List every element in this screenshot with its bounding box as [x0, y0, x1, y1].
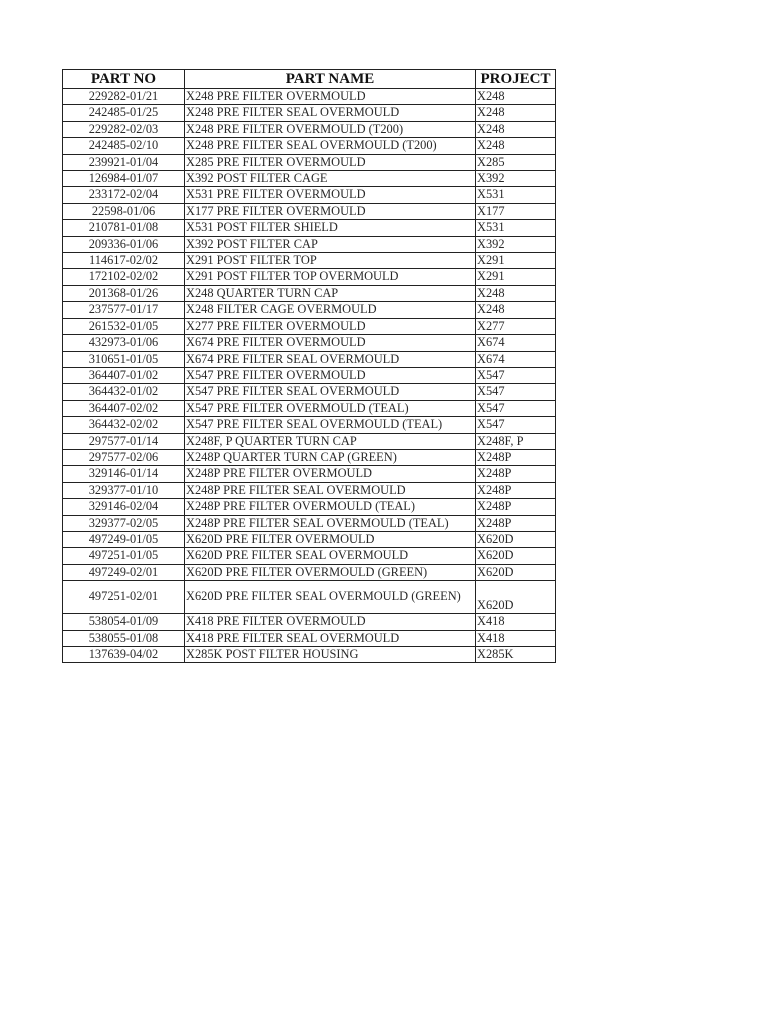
- part-name-cell: X620D PRE FILTER OVERMOULD: [185, 531, 476, 547]
- part-name-cell: X547 PRE FILTER SEAL OVERMOULD: [185, 384, 476, 400]
- table-row: [63, 367, 556, 383]
- project-cell: X392: [476, 236, 556, 252]
- part-no-cell: 497249-01/05: [63, 531, 185, 547]
- part-no-cell: 229282-02/03: [63, 121, 185, 137]
- part-no-cell: 297577-01/14: [63, 433, 185, 449]
- table-row: [63, 531, 556, 547]
- part-no-cell: 364407-02/02: [63, 400, 185, 416]
- table-row: [63, 121, 556, 137]
- parts-table: [62, 69, 556, 663]
- part-no-cell: 114617-02/02: [63, 253, 185, 269]
- table-header: [63, 70, 556, 89]
- project-cell: X248: [476, 89, 556, 105]
- project-cell: X291: [476, 269, 556, 285]
- part-name-cell: X620D PRE FILTER SEAL OVERMOULD (GREEN): [185, 581, 476, 614]
- part-name-cell: X531 POST FILTER SHIELD: [185, 220, 476, 236]
- project-cell: X547: [476, 384, 556, 400]
- column-header-part-name: PART NAME: [185, 70, 476, 89]
- column-header-part-no: PART NO: [63, 70, 185, 89]
- table-row: [63, 351, 556, 367]
- part-name-cell: X392 POST FILTER CAGE: [185, 171, 476, 187]
- part-no-cell: 201368-01/26: [63, 285, 185, 301]
- table-row: [63, 433, 556, 449]
- part-no-cell: 497251-02/01: [63, 581, 185, 614]
- table-row: [63, 154, 556, 170]
- part-no-cell: 172102-02/02: [63, 269, 185, 285]
- part-no-cell: 432973-01/06: [63, 335, 185, 351]
- table-row: [63, 171, 556, 187]
- table-row: [63, 466, 556, 482]
- part-no-cell: 538055-01/08: [63, 630, 185, 646]
- part-no-cell: 239921-01/04: [63, 154, 185, 170]
- table-row: [63, 384, 556, 400]
- table-row: [63, 630, 556, 646]
- part-name-cell: X291 POST FILTER TOP OVERMOULD: [185, 269, 476, 285]
- project-cell: X248P: [476, 466, 556, 482]
- project-cell: X177: [476, 203, 556, 219]
- part-no-cell: 229282-01/21: [63, 89, 185, 105]
- project-cell: X547: [476, 400, 556, 416]
- part-name-cell: X248 PRE FILTER SEAL OVERMOULD (T200): [185, 138, 476, 154]
- part-name-cell: X674 PRE FILTER SEAL OVERMOULD: [185, 351, 476, 367]
- table-row: [63, 400, 556, 416]
- part-no-cell: 209336-01/06: [63, 236, 185, 252]
- project-cell: X248P: [476, 515, 556, 531]
- table-row: [63, 417, 556, 433]
- part-name-cell: X620D PRE FILTER SEAL OVERMOULD: [185, 548, 476, 564]
- project-cell: X248F, P: [476, 433, 556, 449]
- part-name-cell: X620D PRE FILTER OVERMOULD (GREEN): [185, 564, 476, 580]
- table-body: [63, 89, 556, 663]
- project-cell: X620D: [476, 548, 556, 564]
- part-no-cell: 210781-01/08: [63, 220, 185, 236]
- part-no-cell: 137639-04/02: [63, 647, 185, 663]
- part-name-cell: X277 PRE FILTER OVERMOULD: [185, 318, 476, 334]
- table-row: [63, 220, 556, 236]
- part-no-cell: 329377-01/10: [63, 482, 185, 498]
- part-name-cell: X248 PRE FILTER OVERMOULD (T200): [185, 121, 476, 137]
- table-row: [63, 581, 556, 614]
- project-cell: X248: [476, 138, 556, 154]
- project-cell: X620D: [476, 581, 556, 614]
- project-cell: X547: [476, 367, 556, 383]
- part-no-cell: 329146-02/04: [63, 499, 185, 515]
- part-name-cell: X177 PRE FILTER OVERMOULD: [185, 203, 476, 219]
- table-row: [63, 548, 556, 564]
- part-name-cell: X248P PRE FILTER OVERMOULD: [185, 466, 476, 482]
- project-cell: X418: [476, 630, 556, 646]
- part-name-cell: X285K POST FILTER HOUSING: [185, 647, 476, 663]
- part-no-cell: 538054-01/09: [63, 614, 185, 630]
- part-no-cell: 329146-01/14: [63, 466, 185, 482]
- project-cell: X277: [476, 318, 556, 334]
- table-row: [63, 499, 556, 515]
- part-no-cell: 126984-01/07: [63, 171, 185, 187]
- project-cell: X531: [476, 187, 556, 203]
- table-row: [63, 203, 556, 219]
- part-no-cell: 497249-02/01: [63, 564, 185, 580]
- table-row: [63, 335, 556, 351]
- project-cell: X620D: [476, 564, 556, 580]
- part-name-cell: X285 PRE FILTER OVERMOULD: [185, 154, 476, 170]
- table-row: [63, 647, 556, 663]
- part-no-cell: 329377-02/05: [63, 515, 185, 531]
- table-row: [63, 187, 556, 203]
- part-name-cell: X291 POST FILTER TOP: [185, 253, 476, 269]
- part-name-cell: X392 POST FILTER CAP: [185, 236, 476, 252]
- table-row: [63, 318, 556, 334]
- part-name-cell: X547 PRE FILTER OVERMOULD (TEAL): [185, 400, 476, 416]
- part-name-cell: X418 PRE FILTER SEAL OVERMOULD: [185, 630, 476, 646]
- part-no-cell: 242485-01/25: [63, 105, 185, 121]
- table-row: [63, 89, 556, 105]
- part-no-cell: 364407-01/02: [63, 367, 185, 383]
- project-cell: X418: [476, 614, 556, 630]
- project-cell: X674: [476, 351, 556, 367]
- project-cell: X248: [476, 302, 556, 318]
- part-no-cell: 237577-01/17: [63, 302, 185, 318]
- project-cell: X531: [476, 220, 556, 236]
- project-cell: X285: [476, 154, 556, 170]
- table-row: [63, 138, 556, 154]
- project-cell: X248: [476, 285, 556, 301]
- header-row: [63, 70, 556, 89]
- project-cell: X248: [476, 121, 556, 137]
- part-name-cell: X418 PRE FILTER OVERMOULD: [185, 614, 476, 630]
- table-row: [63, 302, 556, 318]
- column-header-project: PROJECT: [476, 70, 556, 89]
- table-row: [63, 515, 556, 531]
- part-name-cell: X248 QUARTER TURN CAP: [185, 285, 476, 301]
- project-cell: X248P: [476, 499, 556, 515]
- part-no-cell: 233172-02/04: [63, 187, 185, 203]
- project-cell: X248: [476, 105, 556, 121]
- part-name-cell: X547 PRE FILTER SEAL OVERMOULD (TEAL): [185, 417, 476, 433]
- table-row: [63, 285, 556, 301]
- table-row: [63, 564, 556, 580]
- part-name-cell: X248 FILTER CAGE OVERMOULD: [185, 302, 476, 318]
- part-name-cell: X248P PRE FILTER OVERMOULD (TEAL): [185, 499, 476, 515]
- project-cell: X248P: [476, 449, 556, 465]
- part-name-cell: X248P QUARTER TURN CAP (GREEN): [185, 449, 476, 465]
- part-no-cell: 261532-01/05: [63, 318, 185, 334]
- part-no-cell: 242485-02/10: [63, 138, 185, 154]
- project-cell: X291: [476, 253, 556, 269]
- part-name-cell: X248 PRE FILTER SEAL OVERMOULD: [185, 105, 476, 121]
- part-no-cell: 22598-01/06: [63, 203, 185, 219]
- table-row: [63, 105, 556, 121]
- part-name-cell: X674 PRE FILTER OVERMOULD: [185, 335, 476, 351]
- project-cell: X674: [476, 335, 556, 351]
- table-row: [63, 449, 556, 465]
- table-row: [63, 253, 556, 269]
- project-cell: X248P: [476, 482, 556, 498]
- part-no-cell: 364432-01/02: [63, 384, 185, 400]
- part-name-cell: X547 PRE FILTER OVERMOULD: [185, 367, 476, 383]
- part-name-cell: X248 PRE FILTER OVERMOULD: [185, 89, 476, 105]
- table-row: [63, 614, 556, 630]
- part-no-cell: 310651-01/05: [63, 351, 185, 367]
- table-row: [63, 236, 556, 252]
- table-row: [63, 269, 556, 285]
- project-cell: X285K: [476, 647, 556, 663]
- part-name-cell: X248P PRE FILTER SEAL OVERMOULD (TEAL): [185, 515, 476, 531]
- part-no-cell: 297577-02/06: [63, 449, 185, 465]
- part-name-cell: X248F, P QUARTER TURN CAP: [185, 433, 476, 449]
- part-no-cell: 497251-01/05: [63, 548, 185, 564]
- project-cell: X620D: [476, 531, 556, 547]
- part-name-cell: X248P PRE FILTER SEAL OVERMOULD: [185, 482, 476, 498]
- project-cell: X392: [476, 171, 556, 187]
- part-name-cell: X531 PRE FILTER OVERMOULD: [185, 187, 476, 203]
- part-no-cell: 364432-02/02: [63, 417, 185, 433]
- table-row: [63, 482, 556, 498]
- document-page: [62, 69, 556, 663]
- project-cell: X547: [476, 417, 556, 433]
